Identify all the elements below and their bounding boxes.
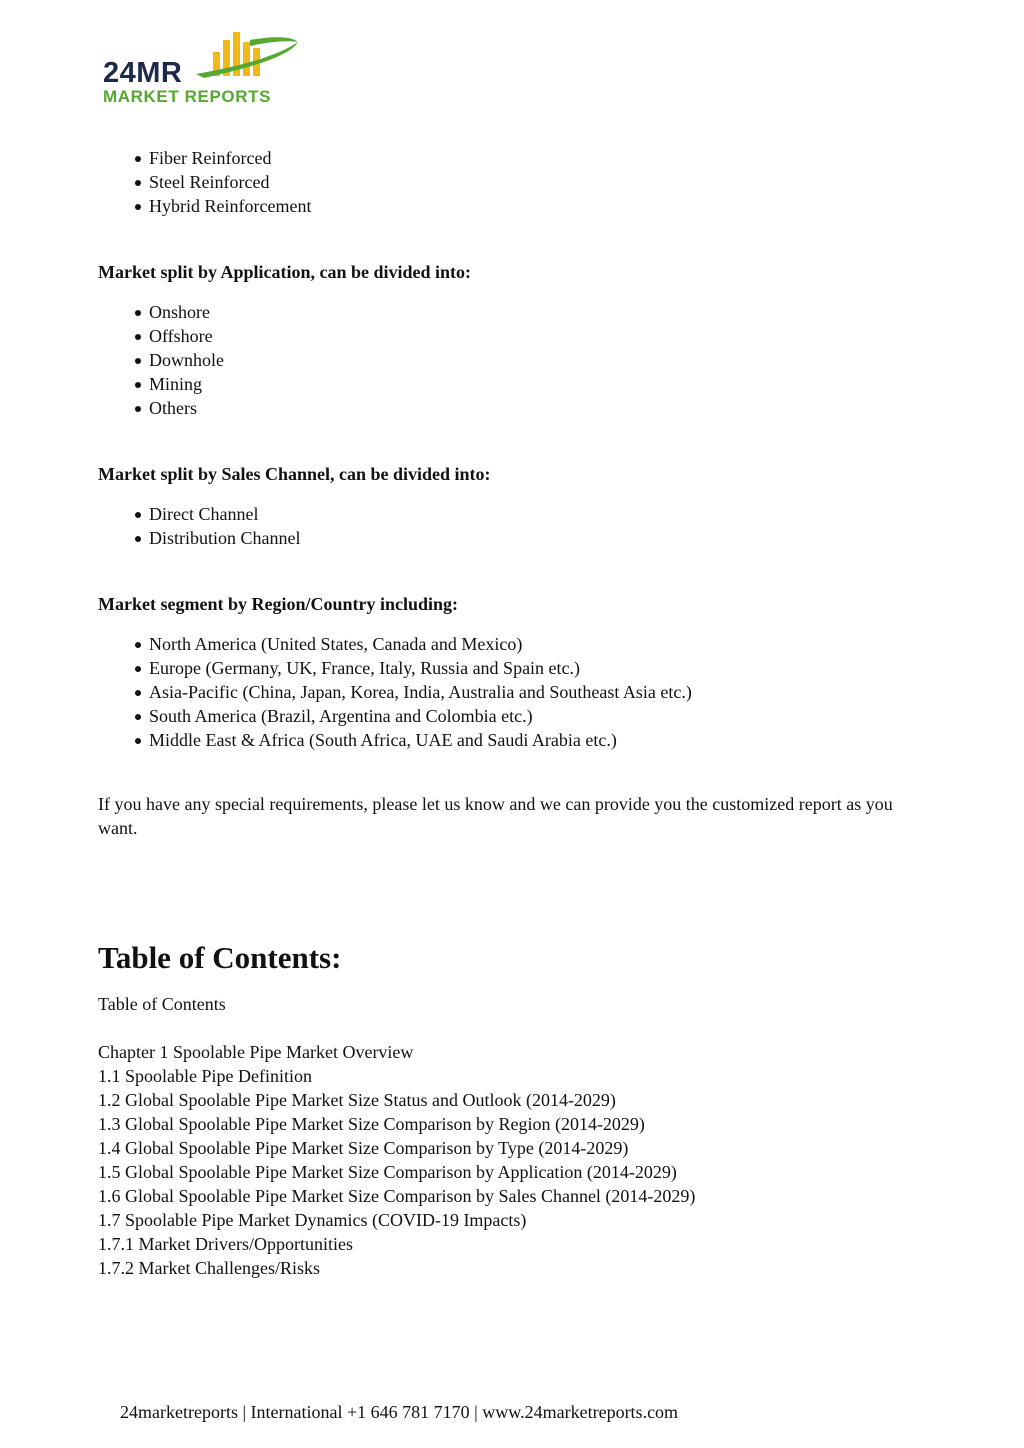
list-item: Onshore <box>149 300 928 324</box>
sales-channel-list <box>98 502 928 550</box>
list-item: Mining <box>149 372 928 396</box>
toc-line: 1.4 Global Spoolable Pipe Market Size Comparison by Type (2014-2029) <box>98 1138 629 1158</box>
list-item: Direct Channel <box>149 502 928 526</box>
toc-line: 1.5 Global Spoolable Pipe Market Size Comparison by Application (2014-2029) <box>98 1162 677 1182</box>
type-list <box>98 146 928 218</box>
list-item: Middle East & Africa (South Africa, UAE and Saudi Arabia etc.) <box>149 728 928 752</box>
toc-line: 1.7 Spoolable Pipe Market Dynamics (COVID-19 Impacts) <box>98 1210 527 1230</box>
list-item: Others <box>149 396 928 420</box>
list-item: Downhole <box>149 348 928 372</box>
company-logo <box>100 28 310 110</box>
list-item: North America (United States, Canada and Mexico) <box>149 632 928 656</box>
toc-subtitle: Table of Contents <box>98 994 226 1014</box>
list-item: Offshore <box>149 324 928 348</box>
list-item: Asia-Pacific (China, Japan, Korea, India, Australia and Southeast Asia etc.) <box>149 680 928 704</box>
toc-line: 1.7.1 Market Drivers/Opportunities <box>98 1234 353 1254</box>
special-requirements-text: If you have any special requirements, please let us know and we can provide you the customized report as you want. <box>98 794 893 838</box>
logo-wordmark-24mr: 24MR <box>103 57 183 89</box>
application-heading: Market split by Application, can be divided into: <box>98 262 472 282</box>
list-item: Distribution Channel <box>149 526 928 550</box>
list-item: Fiber Reinforced <box>149 146 928 170</box>
region-list <box>98 632 928 752</box>
toc-line: 1.6 Global Spoolable Pipe Market Size Comparison by Sales Channel (2014-2029) <box>98 1186 696 1206</box>
list-item: Hybrid Reinforcement <box>149 194 928 218</box>
toc-list <box>98 1040 928 1280</box>
list-item: Steel Reinforced <box>149 170 928 194</box>
toc-title: Table of Contents: <box>98 940 342 975</box>
list-item: Europe (Germany, UK, France, Italy, Russia and Spain etc.) <box>149 656 928 680</box>
toc-line: Chapter 1 Spoolable Pipe Market Overview <box>98 1042 414 1062</box>
toc-line: 1.3 Global Spoolable Pipe Market Size Comparison by Region (2014-2029) <box>98 1114 645 1134</box>
sales-channel-heading: Market split by Sales Channel, can be divided into: <box>98 464 491 484</box>
document-body <box>98 146 928 1280</box>
toc-line: 1.2 Global Spoolable Pipe Market Size Status and Outlook (2014-2029) <box>98 1090 616 1110</box>
application-list <box>98 300 928 420</box>
list-item: South America (Brazil, Argentina and Colombia etc.) <box>149 704 928 728</box>
region-heading: Market segment by Region/Country including: <box>98 594 458 614</box>
toc-line: 1.7.2 Market Challenges/Risks <box>98 1258 320 1278</box>
page-footer: 24marketreports | International +1 646 781 7170 | www.24marketreports.com <box>120 1402 679 1422</box>
logo-wordmark-market-reports: MARKET REPORTS <box>103 87 272 106</box>
toc-line: 1.1 Spoolable Pipe Definition <box>98 1066 312 1086</box>
